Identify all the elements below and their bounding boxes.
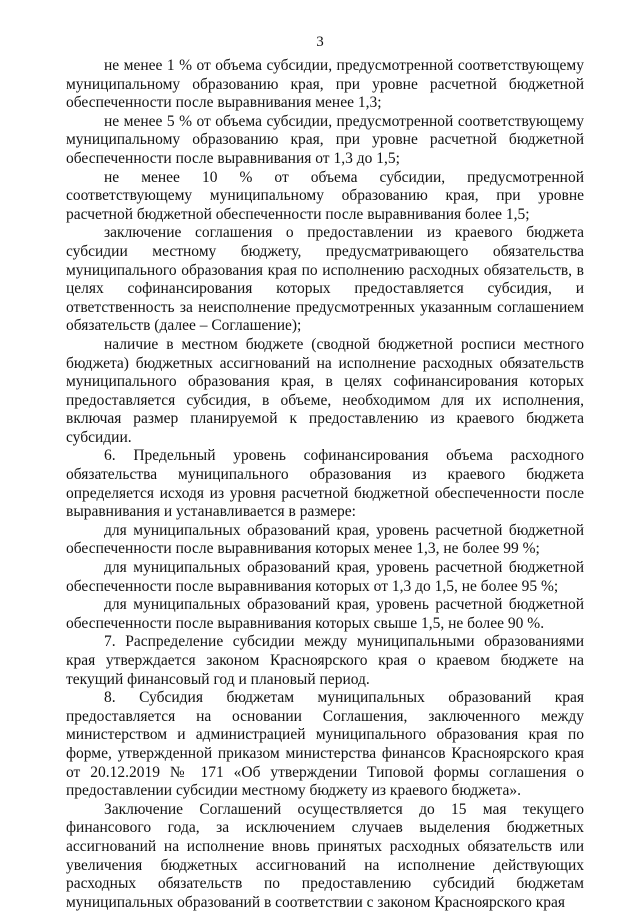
paragraph-level-99-percent: для муниципальных образований края, уровень расчетной бюджетной обеспеченности после выравнивания которых менее 1,3, не более 99 %; bbox=[66, 521, 584, 558]
paragraph-level-90-percent: для муниципальных образований края, уровень расчетной бюджетной обеспеченности после выравнивания которых свыше 1,5, не более 90 %. bbox=[66, 596, 584, 632]
document-body bbox=[66, 57, 584, 912]
paragraph-subsidy-5-percent: не менее 5 % от объема субсидии, предусмотренной соответствующему муниципальному образованию края, при уровне расчетной бюджетной обеспеченности после выравнивания от 1,3 до 1,5; bbox=[66, 112, 584, 167]
paragraph-clause-6: 6. Предельный уровень софинансирования объема расходного обязательства муниципального образования из краевого бюджета определяется исходя из уровня расчетной бюджетной обеспеченности после выравнивания и устанавливается в размере: bbox=[66, 447, 584, 521]
paragraph-agreement-conclusion: заключение соглашения о предоставлении из краевого бюджета субсидии местному бюджету, предусматривающего обязательства муниципального образования края по исполнению расходных обязательств, в целях софинансирования которых предоставляется субсидия, и ответственность за неисполнение предусмотренных указанным соглашением обязательств (далее – Соглашение); bbox=[66, 224, 584, 335]
paragraph-level-95-percent: для муниципальных образований края, уровень расчетной бюджетной обеспеченности после выравнивания которых от 1,3 до 1,5, не более 95 %; bbox=[66, 559, 584, 595]
paragraph-subsidy-1-percent: не менее 1 % от объема субсидии, предусмотренной соответствующему муниципальному образованию края, при уровне расчетной бюджетной обеспеченности после выравнивания менее 1,3; bbox=[66, 57, 584, 112]
paragraph-agreement-deadline: Заключение Соглашений осуществляется до 15 мая текущего финансового года, за исключением случаев выделения бюджетных ассигнований на исполнение вновь принятых расходных обязательств или увеличения бюджетных ассигнований на исполнение действующих расходных обязательств по предоставлению субсидий бюджетам муниципальных образований в соответствии с законом Красноярского края bbox=[66, 800, 584, 911]
paragraph-local-budget-allocations: наличие в местном бюджете (сводной бюджетной росписи местного бюджета) бюджетных ассигнований на исполнение расходных обязательств муниципального образования края, в целях софинансирования которых предоставляется субсидия, в объеме, необходимом для их исполнения, включая размер планируемой к предоставлению из краевого бюджета субсидии. bbox=[66, 335, 584, 446]
paragraph-clause-7: 7. Распределение субсидии между муниципальными образованиями края утверждается законом Красноярского края о краевом бюджете на текущий финансовый год и плановый период. bbox=[66, 633, 584, 688]
paragraph-clause-8: 8. Субсидия бюджетам муниципальных образований края предоставляется на основании Соглашения, заключенного между министерством и администрацией муниципального образования края по форме, утвержденной приказом министерства финансов Красноярского края от 20.12.2019 № 171 «Об утверждении Типовой формы соглашения о предоставлении субсидии местному бюджету из краевого бюджета». bbox=[66, 689, 584, 800]
paragraph-subsidy-10-percent: не менее 10 % от объема субсидии, предусмотренной соответствующему муниципальному образованию края, при уровне расчетной бюджетной обеспеченности после выравнивания более 1,5; bbox=[66, 168, 584, 223]
page-number: 3 bbox=[316, 34, 324, 50]
